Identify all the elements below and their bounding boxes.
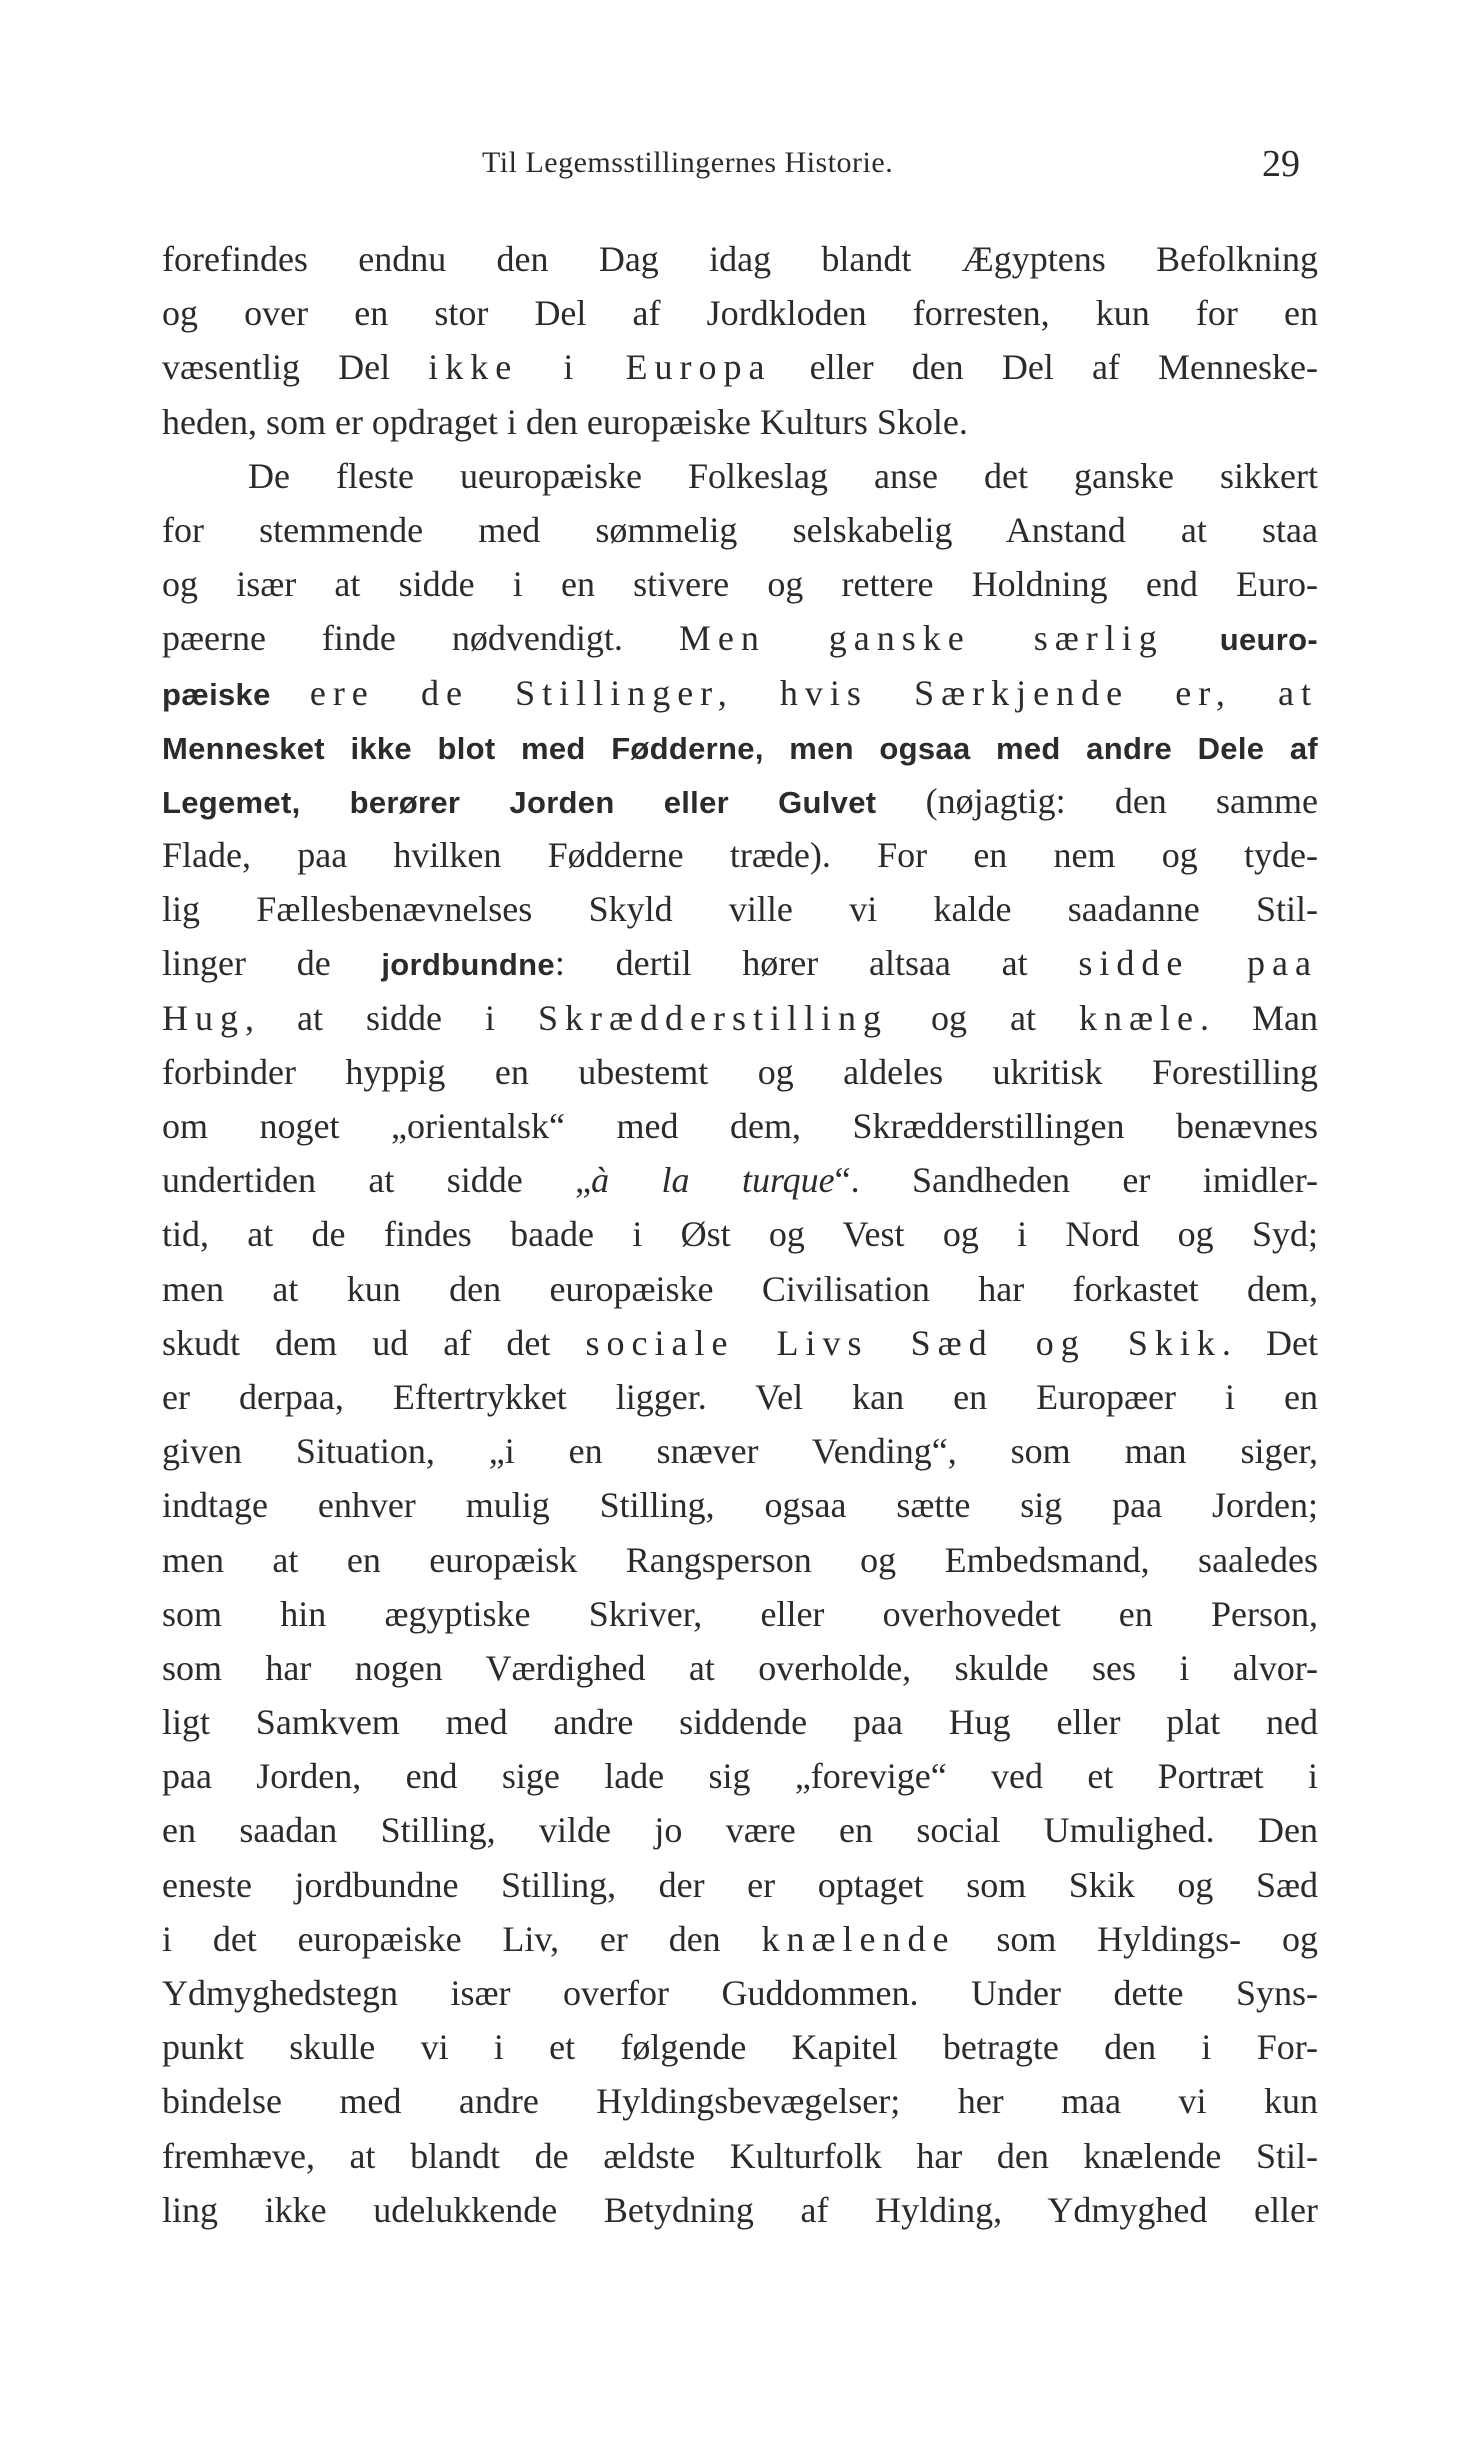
text-line: skudt dem ud af det sociale Livs Sæd og Skik. Det (162, 1322, 1318, 1363)
spaced-emphasis: sociale Livs Sæd og Skik (585, 1322, 1222, 1363)
bold-emphasis: Mennesket ikke blot med Fødderne, men ogsaa med andre Dele af (162, 730, 1318, 766)
text-line: pæerne finde nødvendigt. Men ganske særlig ueuro- (162, 618, 1318, 659)
page-number: 29 (1262, 143, 1300, 185)
spaced-emphasis: ere de Stillinger, hvis Særkjende er, at (309, 672, 1319, 713)
text-line: paa Jorden, end sige lade sig „forevige“ ved et Portræt i (162, 1756, 1318, 1797)
text-line: og især at sidde i en stivere og rettere Holdning end Euro- (162, 564, 1318, 605)
text-line: Ydmyghedstegn især overfor Guddommen. Under dette Syns- (162, 1973, 1318, 2013)
bold-emphasis: Legemet, berører Jorden eller Gulvet (162, 784, 877, 820)
spaced-emphasis: ikke i Europa (428, 347, 772, 388)
text-line: fremhæve, at blandt de ældste Kulturfolk har den knælende Stil- (162, 2135, 1318, 2176)
text-line: en saadan Stilling, vilde jo være en social Umulighed. Den (162, 1810, 1318, 1851)
text-line: eneste jordbundne Stilling, der er optaget som Skik og Sæd (162, 1864, 1318, 1905)
spaced-emphasis: Hug (162, 997, 245, 1038)
text-line (162, 720, 1318, 774)
spaced-emphasis: sidde paa (1078, 943, 1318, 984)
text-line: og over en stor Del af Jordkloden forresten, kun for en (162, 293, 1318, 334)
bold-emphasis: jordbundne (381, 947, 555, 983)
text-line: heden, som er opdraget i den europæiske Kulturs Skole. (162, 401, 968, 442)
bold-emphasis: pæiske (162, 676, 271, 712)
text-line: lig Fællesbenævnelses Skyld ville vi kalde saadanne Stil- (162, 889, 1318, 930)
text-line: men at en europæisk Rangsperson og Embedsmand, saaledes (162, 1539, 1318, 1580)
text-line: er derpaa, Eftertrykket ligger. Vel kan en Europæer i en (162, 1376, 1318, 1417)
bold-emphasis: ueuro- (1219, 622, 1318, 658)
spaced-emphasis: knælende (761, 1918, 956, 1959)
running-title: Til Legemsstillingernes Historie. (482, 146, 894, 179)
text-line: som har nogen Værdighed at overholde, skulde ses i alvor- (162, 1647, 1318, 1688)
text-line: for stemmende med sømmelig selskabelig Anstand at staa (162, 509, 1318, 550)
text-line: om noget „orientalsk“ med dem, Skrædderstillingen benævnes (162, 1106, 1318, 1146)
text-line: ling ikke udelukkende Betydning af Hylding, Ydmyghed eller (162, 2189, 1318, 2230)
spaced-emphasis: Skrædderstilling (537, 997, 888, 1038)
text-line (162, 666, 1318, 720)
text-line: forbinder hyppig en ubestemt og aldeles ukritisk Forestilling (162, 1051, 1318, 1092)
page-header (162, 140, 1318, 190)
text-line: forefindes endnu den Dag idag blandt Ægyptens Befolkning (162, 239, 1318, 279)
text-line: væsentlig Del ikke i Europa eller den Del af Menneske- (162, 347, 1318, 388)
text-line: Legemet, berører Jorden eller Gulvet (nøjagtig: den samme (162, 780, 1318, 821)
text-line: given Situation, „i en snæver Vending“, som man siger, (162, 1431, 1318, 1472)
body-text (162, 232, 1318, 2237)
text-line: men at kun den europæiske Civilisation har forkastet dem, (162, 1268, 1318, 1309)
text-line: i det europæiske Liv, er den knælende som Hyldings- og (162, 1918, 1318, 1959)
text-line: Hug, at sidde i Skrædderstilling og at knæle. Man (162, 997, 1318, 1038)
text-line: punkt skulle vi i et følgende Kapitel betragte den i For- (162, 2027, 1318, 2068)
text-line: De fleste ueuropæiske Folkeslag anse det ganske sikkert (248, 455, 1318, 496)
text-line: indtage enhver mulig Stilling, ogsaa sætte sig paa Jorden; (162, 1485, 1318, 1526)
text-line: linger de jordbundne: dertil hører altsaa at sidde paa (162, 943, 1318, 984)
text-line: som hin ægyptiske Skriver, eller overhovedet en Person, (162, 1593, 1318, 1634)
text-line: tid, at de findes baade i Øst og Vest og i Nord og Syd; (162, 1214, 1318, 1255)
text-line: bindelse med andre Hyldingsbevægelser; her maa vi kun (162, 2081, 1318, 2122)
text-line: ligt Samkvem med andre siddende paa Hug eller plat ned (162, 1702, 1318, 1743)
spaced-emphasis: Men ganske særlig (678, 618, 1164, 659)
italic-emphasis: à la turque (591, 1160, 835, 1201)
text-line: undertiden at sidde „à la turque“. Sandheden er imidler- (162, 1160, 1318, 1201)
text-line: Flade, paa hvilken Fødderne træde). For en nem og tyde- (162, 835, 1318, 876)
spaced-emphasis: knæle (1079, 997, 1200, 1038)
